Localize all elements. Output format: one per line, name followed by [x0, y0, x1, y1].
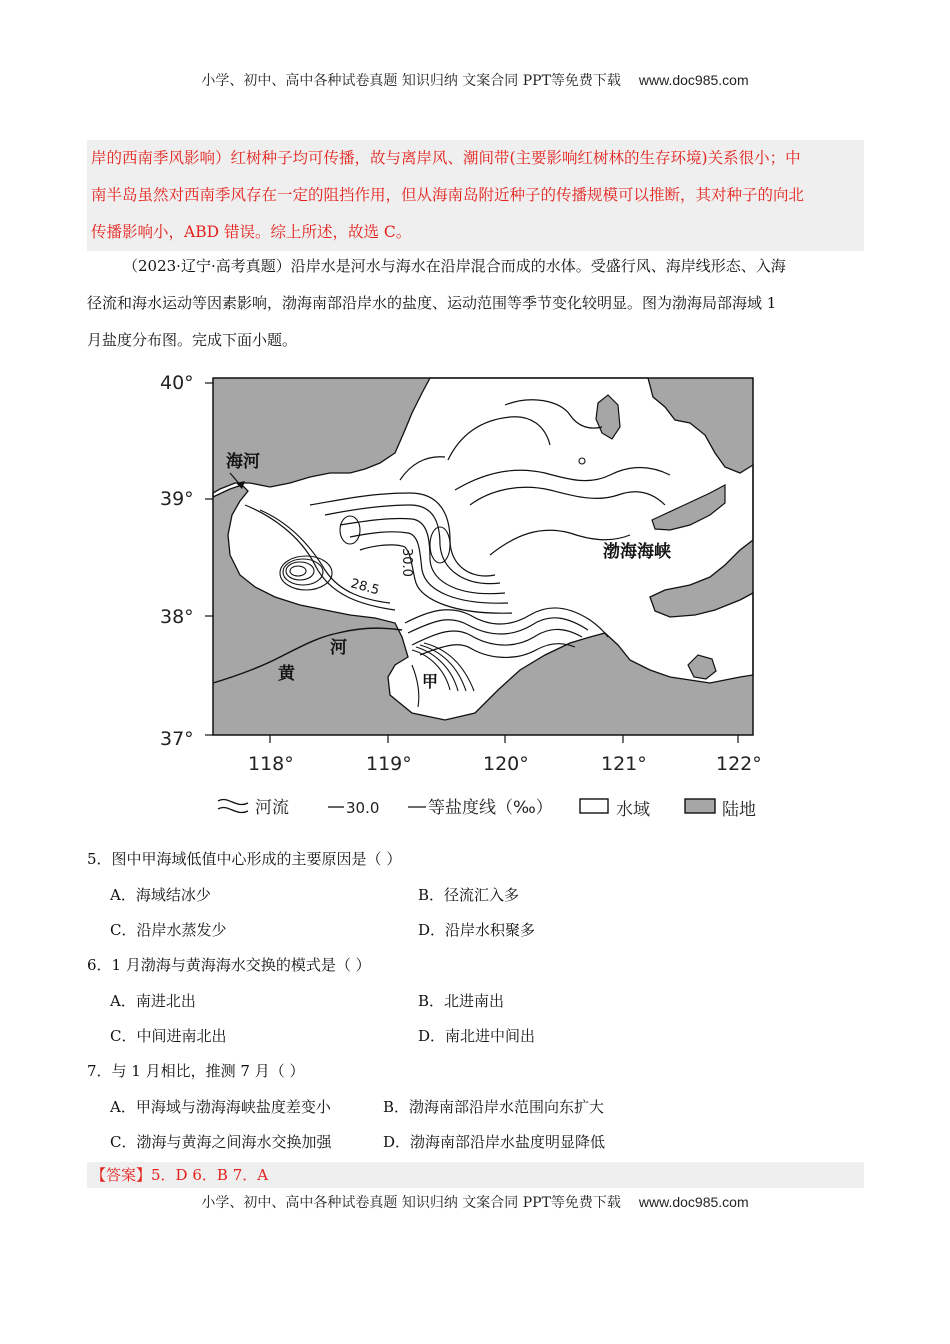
intro-line-1: （2023·辽宁·高考真题）沿岸水是河水与海水在沿岸混合而成的水体。受盛行风、海岸线形态、入海 — [123, 257, 786, 275]
question-intro — [87, 248, 864, 359]
question-6-option-c[interactable]: C．中间进南北出 — [110, 1027, 227, 1045]
question-7-option-b[interactable]: B．渤海南部沿岸水范围向东扩大 — [383, 1098, 605, 1116]
legend-river-icon — [218, 799, 248, 812]
question-5-stem: 5．图中甲海域低值中心形成的主要原因是（ ） — [87, 850, 402, 868]
salinity-map-svg — [150, 365, 780, 835]
question-6-option-d[interactable]: D．南北进中间出 — [418, 1027, 536, 1045]
lon-label-118: 118° — [248, 753, 294, 775]
question-7-option-d[interactable]: D．渤海南部沿岸水盐度明显降低 — [383, 1133, 606, 1151]
label-he: 河 — [330, 638, 347, 658]
legend-land-swatch — [685, 799, 715, 813]
page-footer — [0, 1192, 950, 1212]
lon-label-121: 121° — [601, 753, 647, 775]
legend-land-label: 陆地 — [722, 800, 756, 820]
question-7-option-a[interactable]: A．甲海域与渤海海峡盐度差变小 — [110, 1098, 331, 1116]
label-iso-30: 30.0 — [399, 548, 414, 577]
lon-label-120: 120° — [483, 753, 529, 775]
question-5-option-c[interactable]: C．沿岸水蒸发少 — [110, 921, 227, 939]
question-7-stem: 7．与 1 月相比，推测 7 月（ ） — [87, 1062, 305, 1080]
label-iso-28-5: 28.5 — [348, 576, 381, 599]
prev-answer-line-2: 南半岛虽然对西南季风存在一定的阻挡作用，但从海南岛附近种子的传播规模可以推断，其对种子的向北 — [91, 186, 805, 204]
label-jia: 甲 — [422, 672, 439, 691]
footer-site-link[interactable]: www.doc985.com — [638, 1194, 749, 1210]
legend-iso-value: 30.0 — [346, 799, 380, 817]
legend-water-label: 水域 — [616, 800, 650, 820]
map-legend — [218, 798, 756, 820]
label-bohai-strait: 渤海海峡 — [603, 542, 671, 562]
question-6-option-b[interactable]: B．北进南出 — [418, 992, 505, 1010]
question-5-option-b[interactable]: B．径流汇入多 — [418, 886, 520, 904]
question-5-option-a[interactable]: A．海域结冰少 — [110, 886, 211, 904]
lon-ticks — [270, 735, 738, 743]
lat-ticks — [205, 383, 213, 735]
lon-label-122: 122° — [716, 753, 762, 775]
salinity-map — [150, 365, 780, 835]
lat-label-37: 37° — [160, 728, 194, 750]
label-huang: 黄 — [278, 664, 295, 684]
lon-label-119: 119° — [366, 753, 412, 775]
answer-key — [87, 1162, 864, 1188]
question-6-stem: 6．1 月渤海与黄海海水交换的模式是（ ） — [87, 956, 371, 974]
lat-label-40: 40° — [160, 372, 194, 394]
page-header — [0, 70, 950, 90]
lat-label-39: 39° — [160, 488, 194, 510]
previous-answer-explanation — [87, 140, 864, 251]
header-text: 小学、初中、高中各种试卷真题 知识归纳 文案合同 PPT等免费下载 — [201, 73, 621, 89]
intro-line-3: 月盐度分布图。完成下面小题。 — [87, 331, 298, 349]
answer-key-label: 【答案】 — [91, 1166, 152, 1184]
legend-river-label: 河流 — [255, 798, 289, 818]
prev-answer-line-1: 岸的西南季风影响）红树种子均可传播，故与离岸风、潮间带(主要影响红树林的生存环境)关系很小；中 — [91, 149, 801, 167]
footer-text: 小学、初中、高中各种试卷真题 知识归纳 文案合同 PPT等免费下载 — [201, 1195, 621, 1211]
header-site-link[interactable]: www.doc985.com — [638, 72, 749, 88]
lat-label-38: 38° — [160, 606, 194, 628]
intro-line-2: 径流和海水运动等因素影响，渤海南部沿岸水的盐度、运动范围等季节变化较明显。图为渤海局部海域 1 — [87, 294, 777, 312]
legend-iso-label: 等盐度线（‰） — [428, 798, 553, 818]
question-7-option-c[interactable]: C．渤海与黄海之间海水交换加强 — [110, 1133, 332, 1151]
question-6-option-a[interactable]: A．南进北出 — [110, 992, 196, 1010]
question-5-option-d[interactable]: D．沿岸水积聚多 — [418, 921, 536, 939]
prev-answer-line-3: 传播影响小，ABD 错误。综上所述，故选 C。 — [91, 223, 412, 241]
legend-water-swatch — [580, 799, 608, 813]
answer-key-text: 5．D 6．B 7．A — [151, 1166, 269, 1184]
label-haihe: 海河 — [226, 452, 260, 472]
